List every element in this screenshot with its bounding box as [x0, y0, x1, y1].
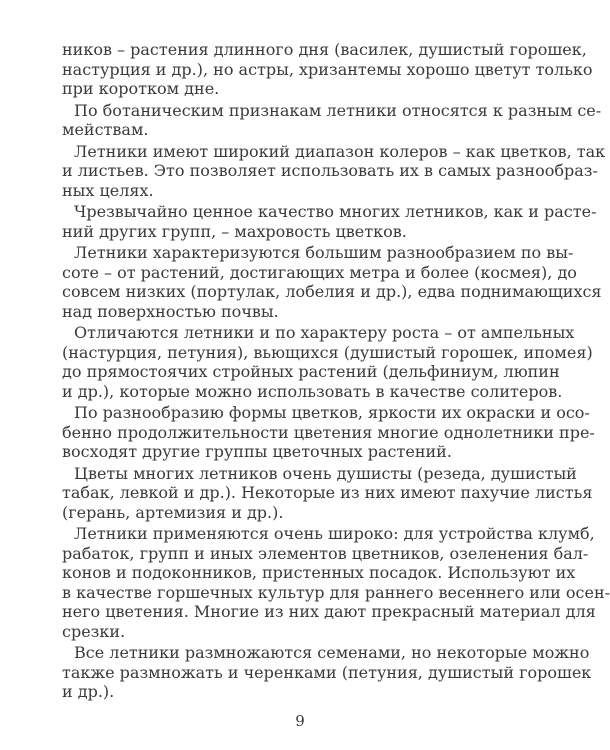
- text-line: ников – растения длинного дня (василек, душистый горошек,: [62, 40, 587, 59]
- text-line: (настурция, петуния), вьющихся (душистый горошек, ипомея): [62, 342, 593, 362]
- text-line: Летники имеют широкий диапазон колеров – как цветков, так: [74, 141, 606, 161]
- text-line: Чрезвычайно ценное качество многих летников, как и расте-: [74, 202, 597, 221]
- text-line: мействам.: [62, 120, 149, 139]
- text-line: Летники применяются очень широко: для устройства клумб,: [74, 524, 595, 543]
- paragraph: [62, 100, 602, 140]
- text-line: По ботаническим признакам летники относятся к разным се-: [74, 100, 602, 120]
- text-line: и др.).: [62, 682, 115, 701]
- body-text: [62, 40, 610, 704]
- text-line: Все летники размножаются семенами, но некоторые можно: [74, 643, 590, 662]
- text-line: ний других групп, – махровость цветков.: [62, 221, 407, 241]
- text-line: табак, левкой и др.). Некоторые из них имеют пахучие листья: [62, 483, 593, 502]
- text-line: Цветы многих летников очень душисты (резеда, душистый: [74, 463, 577, 483]
- text-line: По разнообразию формы цветков, яркости их окраски и осо-: [74, 403, 590, 422]
- text-line: ных целях.: [62, 180, 154, 200]
- paragraph: [62, 524, 610, 641]
- paragraph: [62, 141, 606, 201]
- text-line: и листьев. Это позволяет использовать их в самых разнообраз-: [62, 161, 598, 180]
- page-number: 9: [295, 712, 305, 730]
- text-line: также размножать и черенками (петуния, душистый горошек: [62, 662, 592, 682]
- text-line: настурция и др.), но астры, хризантемы хорошо цветут только: [62, 59, 593, 79]
- text-line: совсем низких (портулак, лобелия и др.), едва поднимающихся: [62, 282, 602, 301]
- text-line: (герань, артемизия и др.).: [62, 502, 284, 522]
- text-line: него цветения. Многие из них дают прекрасный материал для: [62, 602, 596, 621]
- text-line: при коротком дне.: [62, 79, 220, 98]
- paragraph: [62, 463, 593, 523]
- text-line: конов и подоконников, пристенных посадок. Используют их: [62, 563, 576, 582]
- paragraph: [62, 202, 597, 241]
- paragraph: [62, 323, 593, 401]
- text-line: соте – от растений, достигающих метра и более (космея), до: [62, 262, 577, 282]
- paragraph: [62, 40, 593, 99]
- text-line: до прямостоячих стройных растений (дельфиниум, люпин: [62, 362, 560, 381]
- text-line: восходят другие группы цветочных растений.: [62, 442, 452, 461]
- paragraph: [62, 243, 602, 321]
- paragraph: [62, 403, 595, 462]
- text-line: рабаток, групп и иных элементов цветников, озеленения бал-: [62, 543, 589, 563]
- text-line: бенно продолжительности цветения многие однолетники пре-: [62, 422, 595, 442]
- text-line: над поверхностью почвы.: [62, 301, 279, 321]
- text-line: Летники характеризуются большим разнообразием по вы-: [74, 243, 574, 262]
- text-line: Отличаются летники и по характеру роста – от ампельных: [74, 323, 575, 342]
- paragraph: [62, 643, 592, 702]
- text-line: срезки.: [62, 621, 126, 641]
- text-line: в качестве горшечных культур для раннего весеннего или осен-: [62, 582, 610, 602]
- text-line: и др.), которые можно использовать в качестве солитеров.: [62, 381, 563, 401]
